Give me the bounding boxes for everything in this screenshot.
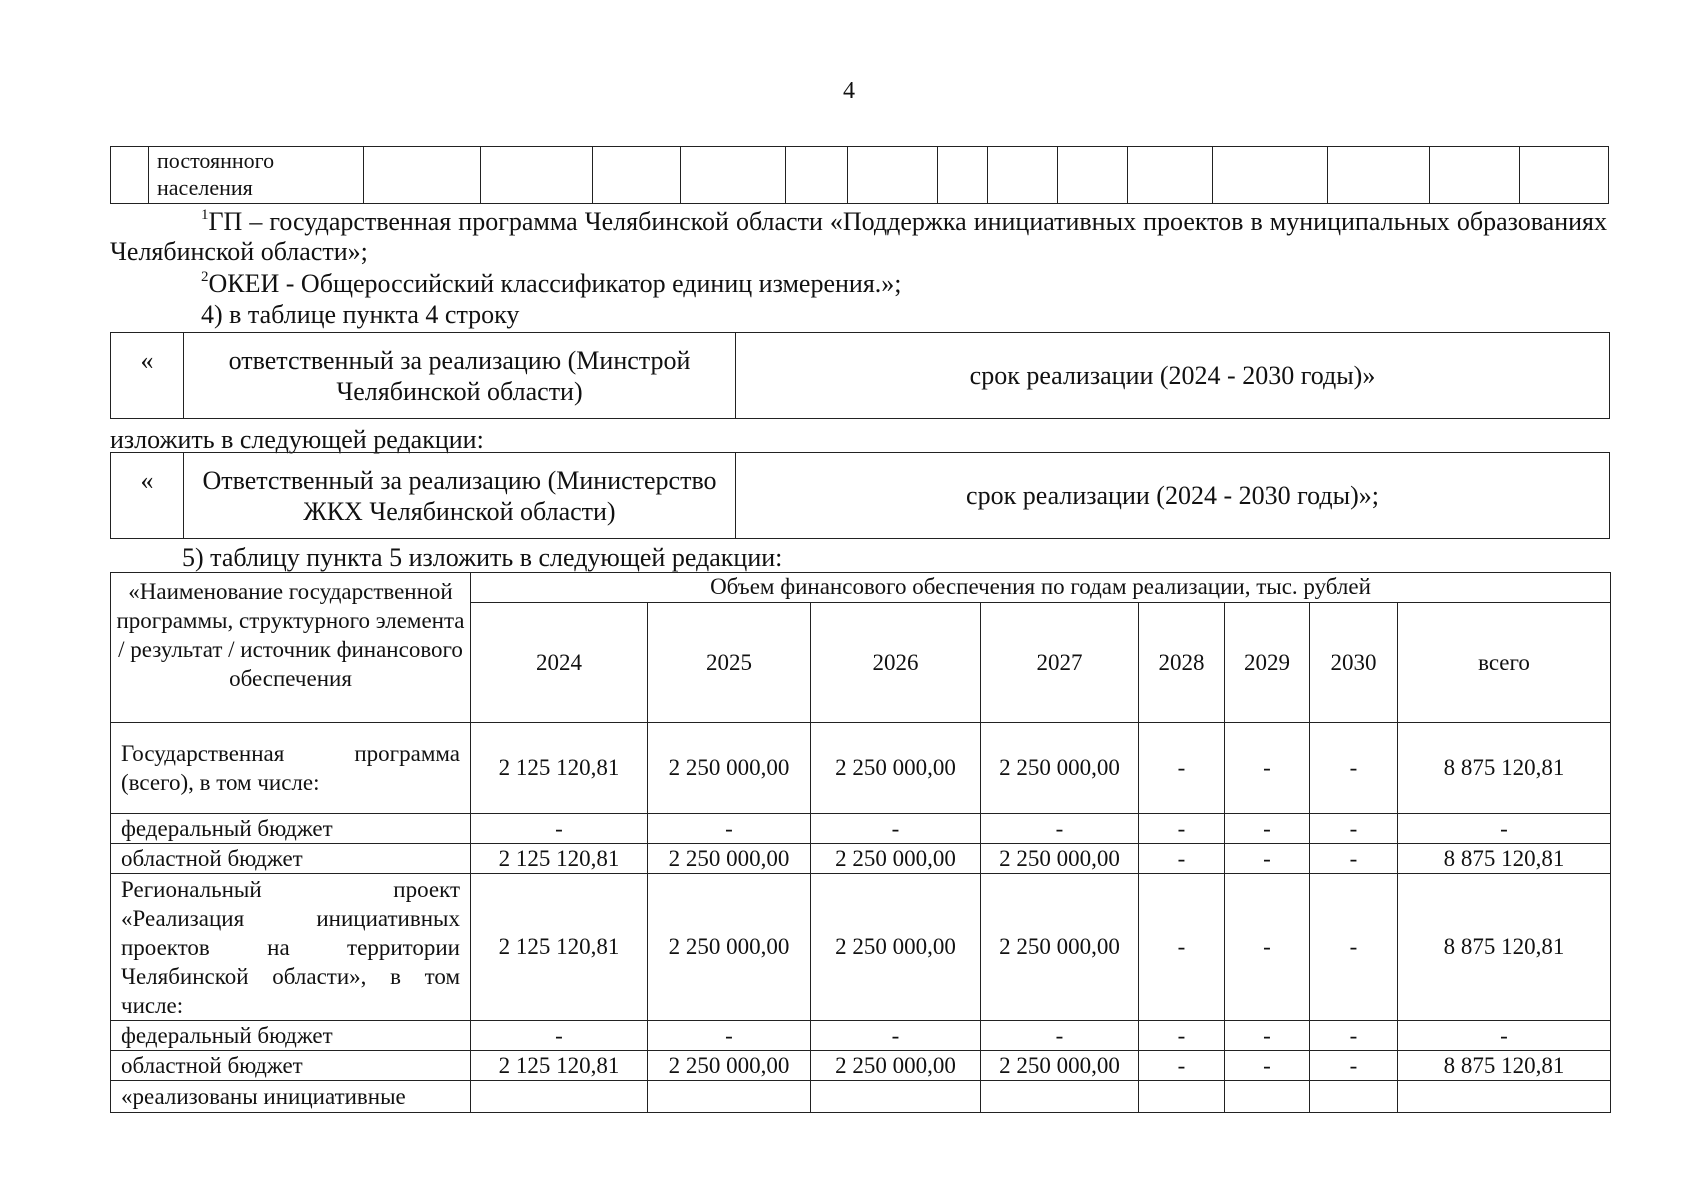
value-cell: - [1225,844,1310,874]
value-cell: 2 125 120,81 [471,874,648,1021]
table-row [111,874,1611,1021]
value-cell [811,1081,981,1113]
value-cell: - [1225,814,1310,844]
value-cell: 2 250 000,00 [811,723,981,814]
value-cell [471,1081,648,1113]
value-cell [1310,1081,1398,1113]
value-cell: 2 250 000,00 [981,844,1139,874]
old-row-table [110,332,1610,419]
value-cell: - [1139,1051,1225,1081]
table-row [111,844,1611,874]
value-cell: - [1139,1021,1225,1051]
year-header: 2028 [1139,603,1225,723]
footnote-text: ОКЕИ - Общероссийский классификатор единиц измерения.»; [208,269,902,298]
value-cell: - [981,814,1139,844]
footnote-mark: 2 [201,269,209,285]
value-cell: - [1310,844,1398,874]
value-cell: - [1225,723,1310,814]
table-cell [111,147,149,204]
value-cell: - [471,1021,648,1051]
value-cell: - [1310,1021,1398,1051]
value-cell: 2 125 120,81 [471,1051,648,1081]
value-cell: 8 875 120,81 [1398,1051,1611,1081]
value-cell: 2 250 000,00 [648,723,811,814]
new-row-table [110,452,1610,539]
value-cell [1139,1081,1225,1113]
row-name: Государственная программа (всего), в том числе: [111,723,471,814]
value-cell: 2 250 000,00 [811,844,981,874]
value-cell: - [1398,1021,1611,1051]
replace-text: изложить в следующей редакции: [110,425,484,454]
value-cell: 2 250 000,00 [648,1051,811,1081]
value-cell [1398,1081,1611,1113]
table-cell [988,147,1058,204]
value-cell: 8 875 120,81 [1398,844,1611,874]
value-cell: - [1225,874,1310,1021]
value-cell: 2 250 000,00 [648,844,811,874]
value-cell: 2 250 000,00 [648,874,811,1021]
value-cell: - [1225,1021,1310,1051]
row-name: федеральный бюджет [111,814,471,844]
total-header: всего [1398,603,1611,723]
table-cell [1430,147,1520,204]
row-name: «реализованы инициативные [111,1081,471,1113]
row-name: областной бюджет [111,844,471,874]
term-cell: срок реализации (2024 - 2030 годы)»; [736,453,1610,539]
financing-table [110,572,1611,1113]
value-cell: - [1139,723,1225,814]
table-row [111,1021,1611,1051]
table-row [111,1051,1611,1081]
value-cell: - [1310,874,1398,1021]
table-cell [364,147,481,204]
year-header: 2029 [1225,603,1310,723]
page-number: 4 [843,78,855,104]
value-cell: 2 125 120,81 [471,844,648,874]
value-cell: 2 250 000,00 [811,1051,981,1081]
value-cell: 2 250 000,00 [981,723,1139,814]
row-name: федеральный бюджет [111,1021,471,1051]
continued-table [110,146,1609,204]
value-cell: - [648,814,811,844]
item-4-intro: 4) в таблице пункта 4 строку [201,300,520,329]
table-cell [593,147,681,204]
volume-header: Объем финансового обеспечения по годам реализации, тыс. рублей [471,573,1611,603]
row-name: Региональный проект «Реализация инициативных проектов на территории Челябинской области», в том числе: [111,874,471,1021]
table-cell [938,147,988,204]
table-cell [1520,147,1609,204]
table-row [111,723,1611,814]
table-cell [1328,147,1430,204]
table-cell [848,147,938,204]
value-cell: - [811,1021,981,1051]
item-5-intro: 5) таблицу пункта 5 изложить в следующей редакции: [182,543,783,572]
value-cell [648,1081,811,1113]
value-cell: - [1398,814,1611,844]
footnote-mark: 1 [201,207,209,223]
table-row [111,1081,1611,1113]
footnote-text: ГП – государственная программа Челябинской области «Поддержка инициативных проектов в муниципальных образованиях Челябинской области»; [110,207,1607,266]
responsible-cell: ответственный за реализацию (Минстрой Челябинской области) [184,333,736,419]
quote-mark: « [111,333,184,419]
row-name: областной бюджет [111,1051,471,1081]
quote-mark: « [111,453,184,539]
table-cell [786,147,848,204]
value-cell: - [1225,1051,1310,1081]
value-cell: - [811,814,981,844]
value-cell: 8 875 120,81 [1398,723,1611,814]
term-cell: срок реализации (2024 - 2030 годы)» [736,333,1610,419]
table-cell [1213,147,1328,204]
footnote-1 [110,207,1607,267]
value-cell: - [981,1021,1139,1051]
value-cell: - [1139,874,1225,1021]
value-cell: - [1139,844,1225,874]
year-header: 2024 [471,603,648,723]
table-cell [481,147,593,204]
table-cell [1058,147,1128,204]
value-cell [1225,1081,1310,1113]
value-cell: 2 250 000,00 [981,1051,1139,1081]
value-cell: 2 250 000,00 [981,874,1139,1021]
value-cell [981,1081,1139,1113]
name-header: «Наименование государственной программы, структурного элемента / результат / источник финансового обеспечения [111,573,471,723]
value-cell: - [648,1021,811,1051]
responsible-cell: Ответственный за реализацию (Министерство ЖКХ Челябинской области) [184,453,736,539]
year-header: 2026 [811,603,981,723]
value-cell: 8 875 120,81 [1398,874,1611,1021]
value-cell: 2 250 000,00 [811,874,981,1021]
value-cell: - [1310,723,1398,814]
year-header: 2030 [1310,603,1398,723]
year-header: 2025 [648,603,811,723]
value-cell: - [1310,1051,1398,1081]
value-cell: 2 125 120,81 [471,723,648,814]
value-cell: - [471,814,648,844]
value-cell: - [1139,814,1225,844]
year-header: 2027 [981,603,1139,723]
table-row [111,814,1611,844]
table-cell-text: постоянного населения [149,147,364,204]
table-cell [681,147,786,204]
footnote-2 [201,269,902,299]
value-cell: - [1310,814,1398,844]
table-cell [1128,147,1213,204]
